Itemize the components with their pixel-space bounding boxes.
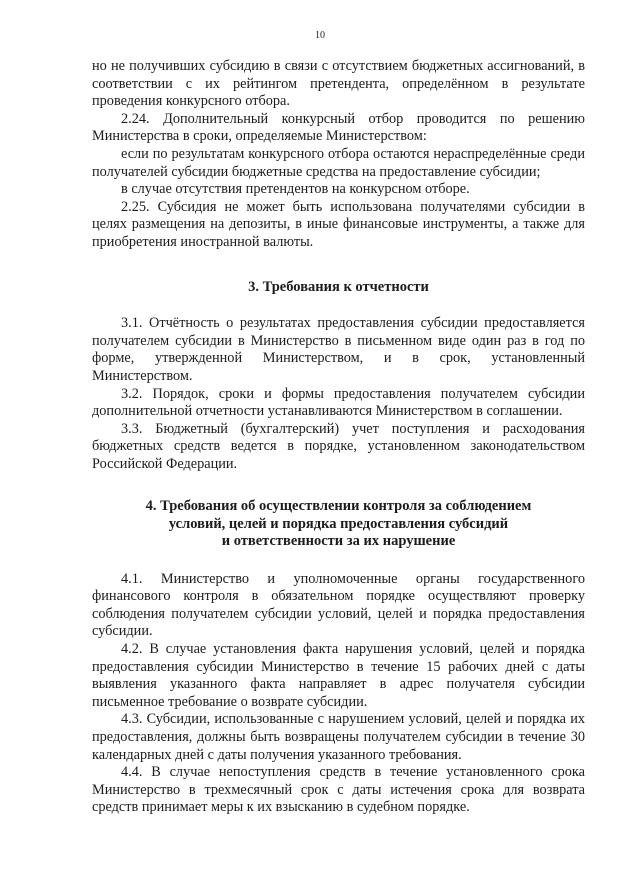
paragraph-4-2: 4.2. В случае установления факта нарушения условий, целей и порядка предоставления субсидии Министерство в течение 15 рабочих дней с даты выявления указанного факта направляет в адрес получателя субсидии письменное требование о возврате субсидии. — [92, 641, 585, 710]
paragraph-3-2: 3.2. Порядок, сроки и формы предоставления получателем субсидии дополнительной отчетности устанавливаются Министерством в соглашении. — [92, 385, 585, 420]
paragraph-3-3: 3.3. Бюджетный (бухгалтерский) учет поступления и расходования бюджетных средств ведется в порядке, установленном законодательством Российской Федерации. — [92, 420, 585, 472]
paragraph-2-24-item-2: в случае отсутствия претендентов на конкурсном отборе. — [121, 181, 470, 198]
paragraph-3-1: 3.1. Отчётность о результатах предоставления субсидии предоставляется получателем субсидии в Министерство в письменном виде один раз в год по форме, утвержденной Министерством, и в срок, установленный Министерством. — [92, 315, 585, 384]
section-3-heading: 3. Требования к отчетности — [248, 278, 429, 295]
paragraph-2-24: 2.24. Дополнительный конкурсный отбор проводится по решению Министерства в сроки, определяемые Министерством: — [92, 110, 585, 145]
paragraph-4-4: 4.4. В случае непоступления средств в течение установленного срока Министерство в трехмесячный срок с даты истечения срока для возврата средств принимает меры к их взысканию в судебном порядке. — [92, 764, 585, 816]
page-number: 10 — [315, 30, 325, 41]
document-body — [92, 58, 585, 817]
paragraph-continuation: но не получивших субсидию в связи с отсутствием бюджетных ассигнований, в соответствии с их рейтингом претендента, определённом в результате проведения конкурсного отбора. — [92, 58, 585, 110]
paragraph-2-24-item-1: если по результатам конкурсного отбора остаются нераспределённые среди получателей субсидии бюджетные средства на предоставление субсидии; — [92, 145, 585, 180]
paragraph-4-1: 4.1. Министерство и уполномоченные органы государственного финансового контроля в обязательном порядке осуществляют проверку соблюдения получателем субсидии условий, целей и порядка предоставления субсидии. — [92, 570, 585, 640]
section-4-heading — [92, 498, 585, 550]
section-4-heading-line-3: и ответственности за их нарушение — [221, 533, 456, 550]
section-4-heading-line-2: условий, целей и порядка предоставления субсидий — [168, 515, 509, 532]
paragraph-4-3: 4.3. Субсидии, использованные с нарушением условий, целей и порядка их предоставления, должны быть возвращены получателем субсидии в течение 30 календарных дней с даты получения указанного требования. — [92, 711, 585, 763]
paragraph-2-25: 2.25. Субсидия не может быть использована получателями субсидии в целях размещения на депозиты, в иные финансовые инструменты, а также для приобретения иностранной валюты. — [92, 198, 585, 250]
section-4-heading-line-1: 4. Требования об осуществлении контроля за соблюдением — [145, 498, 532, 515]
